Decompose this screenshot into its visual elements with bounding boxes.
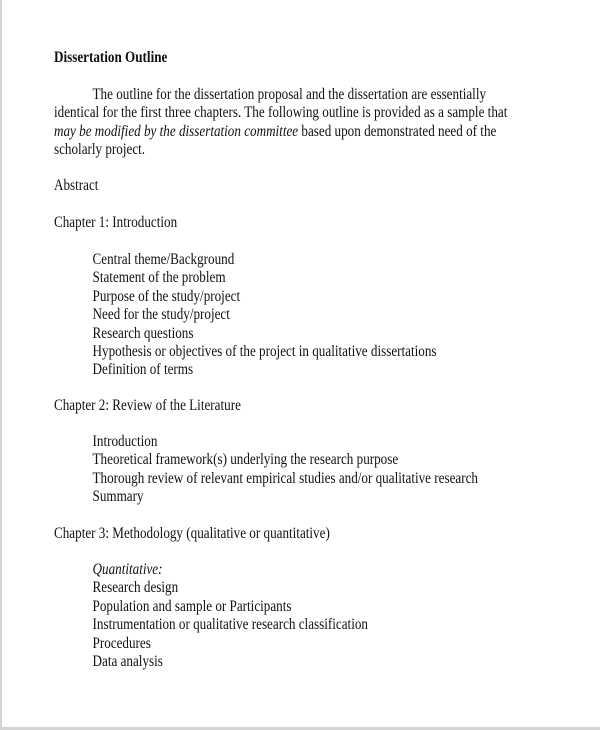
chapter3-heading: Chapter 3: Methodology (qualitative or quantitative) — [54, 525, 330, 542]
intro-line: identical for the first three chapters. The following outline is provided as a sample that — [54, 104, 508, 122]
list-item: Research questions — [92, 324, 194, 342]
list-item: Data analysis — [92, 653, 163, 671]
list-item: Research design — [92, 579, 179, 597]
list-item: Theoretical framework(s) underlying the research purpose — [92, 451, 399, 469]
intro-line — [54, 123, 507, 141]
list-item: Population and sample or Participants — [92, 597, 292, 615]
list-item: Hypothesis or objectives of the project in qualitative dissertations — [92, 343, 437, 361]
intro-emphasis: may be modified by the dissertation committee — [54, 122, 299, 140]
chapter2-list — [93, 433, 478, 507]
list-subheading — [93, 561, 368, 579]
list-item: Procedures — [92, 634, 151, 652]
list-item: Introduction — [92, 433, 158, 450]
list-item: Purpose of the study/project — [92, 287, 241, 305]
intro-line: scholarly project. — [54, 141, 146, 159]
abstract-heading: Abstract — [54, 177, 99, 194]
list-item: Thorough review of relevant empirical studies and/or qualitative research — [92, 469, 478, 487]
chapter1-heading: Chapter 1: Introduction — [54, 214, 178, 231]
document-title: Dissertation Outline — [54, 49, 168, 66]
intro-text: based upon demonstrated need of the — [298, 122, 497, 140]
chapter3-list — [93, 561, 368, 671]
list-item: Central theme/Background — [92, 251, 235, 268]
list-item: Need for the study/project — [92, 306, 230, 324]
chapter2-heading: Chapter 2: Review of the Literature — [54, 397, 241, 414]
chapter1-list — [93, 251, 437, 380]
intro-paragraph — [54, 86, 507, 160]
list-item: Summary — [92, 488, 144, 506]
quantitative-label: Quantitative: — [92, 561, 163, 578]
list-item: Instrumentation or qualitative research classification — [92, 616, 368, 634]
list-item: Statement of the problem — [92, 269, 226, 287]
list-item: Definition of terms — [92, 361, 194, 379]
intro-line: The outline for the dissertation proposal and the dissertation are essentially — [92, 86, 487, 103]
